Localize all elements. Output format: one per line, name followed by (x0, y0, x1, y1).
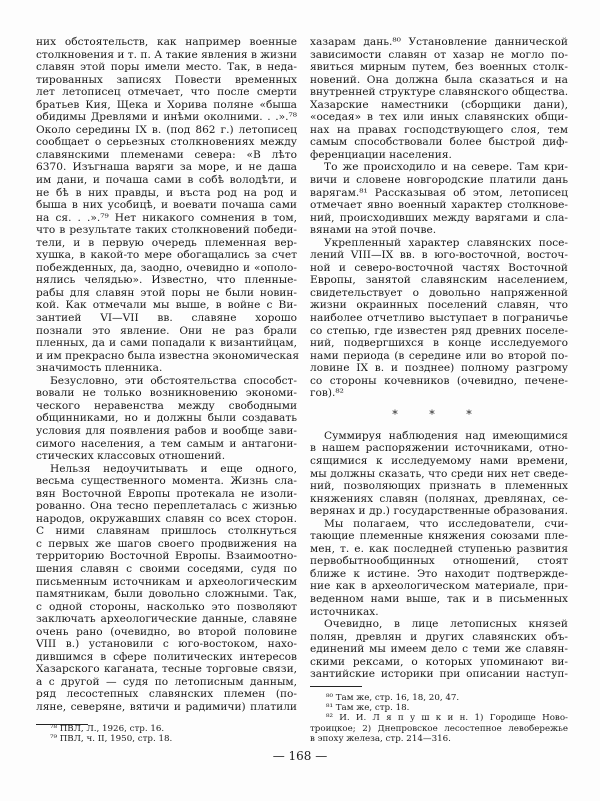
text-line: сящимися к исследуемому нами времени, (310, 454, 568, 467)
text-line: наиболее отчетливо выступает в пограничье (310, 312, 568, 325)
text-line: нах на правах господствующего слоя, тем (310, 123, 568, 136)
text-line: познали это явление. Они не раз брали (36, 324, 297, 337)
footnote-line: ⁸² И. И. Л я п у ш к и н. 1) Городище Ново- (326, 713, 568, 724)
text-line: ловине IX в. и позднее) полному разгрому (310, 362, 568, 375)
text-line: лет летописец отмечает, что после смерти (36, 86, 297, 99)
text-line: явиться мирным путем, без военных столк- (310, 61, 568, 74)
page-number: — 168 — (272, 749, 328, 763)
text-line: хазарам дань.⁸⁰ Установление даннической (310, 36, 568, 48)
text-line: Около середины IX в. (под 862 г.) летописец (36, 123, 297, 136)
text-line: кой. Как отмечали мы выше, в войне с Ви- (36, 299, 297, 312)
text-line: и им прекрасно была известна экономическая (36, 349, 299, 362)
text-line: зависимости славян от хазар не могло по- (310, 48, 568, 61)
text-line: лений VIII—IX вв. в юго-восточной, восточ- (310, 249, 568, 262)
text-line: условия для появления рабов и вообще зави- (36, 424, 297, 437)
text-line: шения славян с своими соседями, судя по (36, 562, 297, 575)
text-line: Укрепленный характер славянских посе- (324, 236, 568, 249)
text-line: ние как в археологическом материале, при- (310, 580, 568, 593)
text-line: им дани, и почаша сами в собѣ володѣти, и (36, 174, 297, 187)
text-line: хушка, в какой-то мере обогащались за счет (36, 249, 297, 262)
text-line: славян этой поры имели место. Так, в неда- (36, 61, 297, 74)
text-line: мы должны сказать, что среди них нет сведе- (310, 467, 568, 480)
right-footnotes (310, 693, 568, 744)
text-line: со стороны кочевников (очевидно, печене- (310, 374, 568, 387)
text-line: дившимся в сфере политических интересов (36, 650, 297, 663)
text-line: Европы, занятой славянским населением, (310, 274, 568, 287)
text-line: с первых же шагов своего продвижения на (36, 537, 297, 550)
section-divider-asterisks: * * * (392, 407, 486, 421)
text-line: скими рексами, о которых упоминают ви- (310, 655, 568, 668)
text-line: с одной стороны, насколько это позволяют (36, 600, 297, 613)
right-column-body-bottom (310, 430, 568, 681)
text-line: Безусловно, эти обстоятельства способст- (50, 374, 297, 387)
text-line: ческого неравенства между свободными (36, 399, 297, 412)
text-line: тающие племенные княжения союзами пле- (310, 530, 568, 543)
text-line: Мы полагаем, что исследователи, счи- (324, 517, 568, 530)
text-line: тели, и в первую очередь племенная вер- (36, 236, 297, 249)
text-line: в нашем распоряжении источниками, отно- (310, 442, 568, 455)
text-line: ляне, северяне, вятичи и радимичи) платили (36, 700, 297, 713)
text-line: братьев Кия, Щека и Хорива поляне «быша (36, 98, 297, 111)
text-line: С ними славянам пришлось столкнуться (36, 525, 297, 538)
right-column-body-top (310, 36, 568, 400)
text-line: столкновения и т. п. А такие явления в жизни (36, 48, 297, 61)
text-line: симого населения, а тем самым и антагони- (36, 437, 297, 450)
text-line: значимость пленника. (36, 362, 163, 375)
text-line: стических классовых отношений. (36, 450, 226, 463)
text-line: жизни окраинных поселений славян, что (310, 299, 568, 312)
text-line: гов).⁸² (310, 387, 344, 400)
text-line: самым способствовали более быстрой диф- (310, 136, 568, 149)
text-line: вичи и словене новгородские платили дань (310, 174, 568, 187)
text-line: рованно. Она тесно переплеталась с жизнью (36, 500, 297, 513)
left-footnotes (50, 724, 250, 745)
text-line: веденном нами выше, так и в письменных (310, 592, 568, 605)
text-line: нялись челядью». Известно, что пленные- (36, 274, 297, 287)
text-line: новений. Она должна была сказаться и на (310, 73, 568, 86)
text-line: VIII в.) установили с юго-востоком, нахо- (36, 638, 297, 651)
text-line: зантийские историки при описании наступ- (310, 668, 568, 681)
text-line: памятникам, были довольно сложными. Так, (36, 588, 297, 601)
footnote-line: в эпоху железа, стр. 214—316. (310, 733, 451, 744)
text-line: рабы для славян этой поры не были новин- (36, 286, 297, 299)
left-text-column (36, 36, 297, 734)
text-line: княжениях славян (полянах, древлянах, се- (310, 492, 568, 505)
text-line: народов, окружавших славян со всех сторон. (36, 512, 297, 525)
text-line: мен, т. е. как последней ступенью развития (310, 542, 568, 555)
text-line: варягам.⁸¹ Рассказывая об этом, летописец (310, 186, 568, 199)
text-line: что в результате таких столкновений победи- (36, 224, 297, 237)
text-line: сообщает о серьезных столкновениях между (36, 136, 297, 149)
text-line: территорию Восточной Европы. Взаимоотно- (36, 550, 297, 563)
text-line: них обстоятельств, как например военные (36, 36, 297, 48)
text-line: письменным источникам и археологическим (36, 575, 297, 588)
text-line: быша в них усобицѣ, и воевати почаша сами (36, 199, 297, 212)
text-line: То же происходило и на севере. Там кри- (324, 161, 568, 174)
text-line: побежденных, да, заодно, очевидно и «ополо- (36, 261, 297, 274)
text-line: славянскими племенами севера: «В лѣто (36, 148, 297, 161)
footnote-separator (310, 686, 362, 687)
text-line: вовали не только возникновению экономи- (36, 387, 297, 400)
text-line: не бѣ в них правды, и въста род на род и (36, 186, 297, 199)
text-line: ний, позволяющих признать в племенных (310, 480, 568, 493)
text-line: Очевидно, в лице летописных князей (324, 618, 568, 631)
text-line: а с другой — судя по летописным данным, (36, 675, 297, 688)
text-line: «оседая» в тех или иных славянских общи- (310, 111, 568, 124)
text-line: единений мы имеем дело с теми же славян- (310, 643, 568, 656)
text-line: ближе к истине. Это находит подтвержде- (310, 567, 568, 580)
text-line: Нельзя недоучитывать и еще одного, (50, 462, 297, 475)
text-line: очень рано (очевидно, во второй половине (36, 625, 297, 638)
footnote-line: ⁸⁰ Там же, стр. 16, 18, 20, 47. (326, 692, 460, 703)
text-line: ной и северо-восточной частях Восточной (310, 261, 568, 274)
footnote-78: ⁷⁸ ПВЛ, Л., 1926, стр. 16. (50, 724, 165, 734)
text-line: со степью, где известен ряд древних поселе- (310, 324, 568, 337)
text-line: отмечает явно военный характер столкнове- (310, 199, 568, 212)
text-line: 6370. Изъгнаша варяги за море, и не даша (36, 161, 297, 174)
text-line: весьма существенного момента. Жизнь сла- (36, 475, 297, 488)
text-line: нами периода (в середине или во второй по- (310, 349, 568, 362)
text-line: вянами на этой почве. (310, 224, 437, 237)
text-line: полян, древлян и других славянских объ- (310, 630, 568, 643)
text-line: Хазарского каганата, тесные торговые связи, (36, 663, 297, 676)
text-line: заключать археологические данные, славяне (36, 613, 297, 626)
text-line: общинниками, но и должны были создавать (36, 412, 297, 425)
text-line: вян Восточной Европы протекала не изоли- (36, 487, 297, 500)
text-line: внутренней структуре славянского общества. (310, 86, 569, 99)
footnote-line: троицкое; 2) Днепровское лесостепное левобережье (310, 723, 568, 734)
text-line: ференциации населения. (310, 148, 452, 161)
text-line: источниках. (310, 605, 379, 618)
text-line: ний, происходивших между варягами и сла- (310, 211, 568, 224)
text-line: Суммируя наблюдения над имеющимися (324, 429, 568, 442)
text-line: свидетельствует о довольно напряженной (310, 286, 568, 299)
right-text-column (310, 36, 568, 744)
text-line: ний, подвергшихся в конце исследуемого (310, 337, 568, 350)
text-line: ряд лесостепных славянских племен (по- (36, 688, 297, 701)
text-line: обидимы Древлями и инѣми околними. . .».⁷⁸ (36, 111, 297, 124)
text-line: тированных записях Повести временных (36, 73, 297, 86)
text-line: первобытнообщинных отношений, стоят (310, 555, 568, 568)
text-line: верянах и др.) государственные образования. (310, 505, 568, 518)
text-line: зантией VI—VII вв. славяне хорошо (36, 312, 297, 325)
footnote-line: ⁸¹ Там же, стр. 18. (326, 703, 410, 714)
text-line: на ся. . .».⁷⁹ Нет никакого сомнения в том, (36, 211, 297, 224)
text-line: Хазарские наместники (сборщики дани), (310, 98, 568, 111)
left-column-body (36, 36, 297, 714)
footnote-79: ⁷⁹ ПВЛ, ч. II, 1950, стр. 18. (50, 734, 173, 745)
text-line: пленных, да и сами попадали к византийцам, (36, 337, 297, 350)
